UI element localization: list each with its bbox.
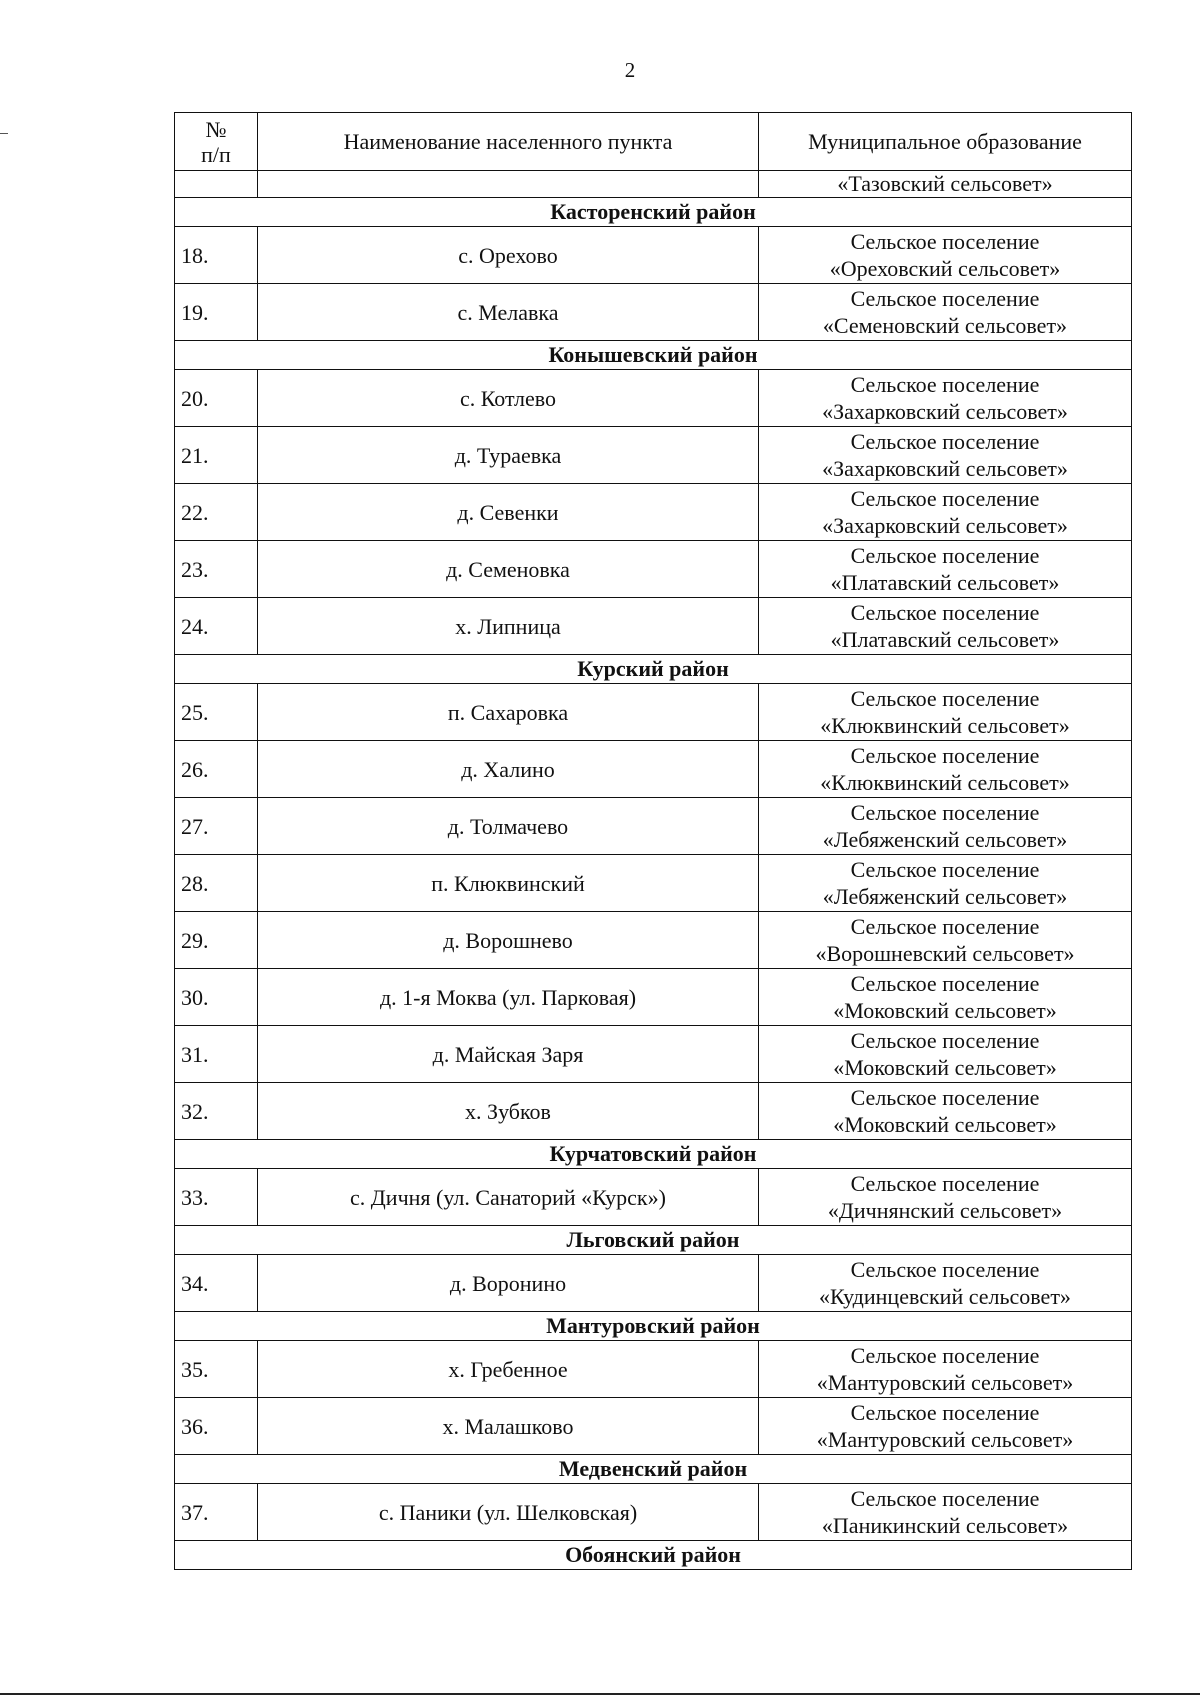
row-number: 32. (175, 1083, 258, 1140)
municipality-type: Сельское поселение (850, 229, 1040, 254)
municipality-type: Сельское поселение (850, 1343, 1040, 1368)
municipality-cell (759, 1026, 1132, 1083)
municipality-cell (759, 484, 1132, 541)
municipality-type: Сельское поселение (850, 914, 1040, 939)
municipality-cell (759, 1484, 1132, 1541)
municipality-name: «Ворошневский сельсовет» (815, 941, 1075, 966)
municipality-name: «Клюквинский сельсовет» (820, 770, 1070, 795)
municipality-name: «Паникинский сельсовет» (821, 1513, 1069, 1538)
municipality-cell (759, 227, 1132, 284)
municipality-name: «Мантуровский сельсовет» (816, 1370, 1074, 1395)
header-settlement-name: Наименование населенного пункта (258, 113, 759, 171)
municipality-cell (759, 541, 1132, 598)
table-row (175, 1484, 1132, 1541)
district-heading: Обоянский район (175, 1541, 1132, 1570)
row-number: 23. (175, 541, 258, 598)
municipality-name: «Семеновский сельсовет» (822, 313, 1068, 338)
page-bottom-line (0, 1693, 1200, 1695)
municipality-name: «Моковский сельсовет» (833, 1055, 1057, 1080)
settlement-name: п. Клюквинский (258, 855, 759, 912)
settlements-table (174, 112, 1132, 1570)
header-number (175, 113, 258, 171)
row-number: 26. (175, 741, 258, 798)
row-number: 19. (175, 284, 258, 341)
municipality-type: Сельское поселение (850, 372, 1040, 397)
district-heading: Медвенский район (175, 1455, 1132, 1484)
table-row (175, 284, 1132, 341)
district-heading: Касторенский район (175, 198, 1132, 227)
municipality-cell (759, 598, 1132, 655)
row-number: 33. (175, 1169, 258, 1226)
row-number: 34. (175, 1255, 258, 1312)
settlement-name: д. Майская Заря (258, 1026, 759, 1083)
municipality-cell (759, 284, 1132, 341)
municipality-cell (759, 969, 1132, 1026)
municipality-type: Сельское поселение (850, 1400, 1040, 1425)
table-row (175, 598, 1132, 655)
municipality-type: Сельское поселение (850, 543, 1040, 568)
district-heading: Курский район (175, 655, 1132, 684)
district-row (175, 1455, 1132, 1484)
district-row (175, 1541, 1132, 1570)
municipality-cell (759, 684, 1132, 741)
row-number: 18. (175, 227, 258, 284)
district-heading: Мантуровский район (175, 1312, 1132, 1341)
table-row (175, 541, 1132, 598)
row-number: 31. (175, 1026, 258, 1083)
table-row (175, 912, 1132, 969)
header-number-line2: п/п (201, 141, 231, 167)
municipality-type: Сельское поселение (850, 800, 1040, 825)
row-number: 21. (175, 427, 258, 484)
municipality-name: «Захарковский сельсовет» (822, 513, 1068, 538)
continuation-row (175, 171, 1132, 198)
row-number: 24. (175, 598, 258, 655)
row-number: 27. (175, 798, 258, 855)
municipality-name: «Кудинцевский сельсовет» (819, 1284, 1071, 1309)
table-row (175, 227, 1132, 284)
table-body (175, 171, 1132, 1570)
municipality-type: Сельское поселение (850, 1028, 1040, 1053)
municipality-cell (759, 798, 1132, 855)
table-row (175, 427, 1132, 484)
row-number: 37. (175, 1484, 258, 1541)
municipality-type: Сельское поселение (850, 286, 1040, 311)
settlement-name: с. Паники (ул. Шелковская) (258, 1484, 759, 1541)
district-row (175, 198, 1132, 227)
page-number: 2 (624, 58, 636, 82)
district-row (175, 655, 1132, 684)
municipality-name: «Моковский сельсовет» (833, 1112, 1057, 1137)
municipality-type: Сельское поселение (850, 600, 1040, 625)
municipality-name: «Моковский сельсовет» (833, 998, 1057, 1023)
municipality-type: Сельское поселение (850, 686, 1040, 711)
municipality-type: Сельское поселение (850, 429, 1040, 454)
municipality-cell (759, 1083, 1132, 1140)
margin-tick (0, 133, 8, 134)
district-row (175, 341, 1132, 370)
continuation-name-cell (258, 171, 759, 198)
municipality-cell (759, 1398, 1132, 1455)
settlement-name: д. Воронино (258, 1255, 759, 1312)
municipality-type: Сельское поселение (850, 1085, 1040, 1110)
table-row (175, 1255, 1132, 1312)
settlement-name: д. Халино (258, 741, 759, 798)
continuation-num-cell (175, 171, 258, 198)
table-header-row (175, 113, 1132, 171)
district-row (175, 1140, 1132, 1169)
municipality-name: «Клюквинский сельсовет» (820, 713, 1070, 738)
table-row (175, 484, 1132, 541)
municipality-type: Сельское поселение (850, 1171, 1040, 1196)
table-row (175, 1398, 1132, 1455)
settlement-name: д. Севенки (258, 484, 759, 541)
municipality-type: Сельское поселение (850, 857, 1040, 882)
header-municipality: Муниципальное образование (759, 113, 1132, 171)
municipality-name: «Захарковский сельсовет» (822, 399, 1068, 424)
municipality-cell (759, 1169, 1132, 1226)
settlement-name: с. Мелавка (258, 284, 759, 341)
municipality-type: Сельское поселение (850, 971, 1040, 996)
municipality-cell (759, 855, 1132, 912)
municipality-cell (759, 370, 1132, 427)
municipality-type: Сельское поселение (850, 1257, 1040, 1282)
continuation-municipality: «Тазовский сельсовет» (759, 171, 1132, 198)
table-row (175, 1026, 1132, 1083)
row-number: 20. (175, 370, 258, 427)
table-row (175, 855, 1132, 912)
row-number: 35. (175, 1341, 258, 1398)
municipality-cell (759, 741, 1132, 798)
settlement-name: п. Сахаровка (258, 684, 759, 741)
municipality-type: Сельское поселение (850, 1486, 1040, 1511)
municipality-name: «Лебяженский сельсовет» (822, 827, 1068, 852)
district-heading: Льговский район (175, 1226, 1132, 1255)
header-number-line1: № (205, 116, 227, 142)
row-number: 29. (175, 912, 258, 969)
table-row (175, 969, 1132, 1026)
municipality-cell (759, 1341, 1132, 1398)
municipality-name: «Захарковский сельсовет» (822, 456, 1068, 481)
settlement-name: д. Семеновка (258, 541, 759, 598)
table-row (175, 1083, 1132, 1140)
row-number: 36. (175, 1398, 258, 1455)
district-row (175, 1312, 1132, 1341)
settlement-name: х. Малашково (258, 1398, 759, 1455)
municipality-type: Сельское поселение (850, 486, 1040, 511)
municipality-name: «Лебяженский сельсовет» (822, 884, 1068, 909)
row-number: 30. (175, 969, 258, 1026)
municipality-name: «Платавский сельсовет» (830, 570, 1060, 595)
settlement-name: х. Липница (258, 598, 759, 655)
settlement-name: с. Дичня (ул. Санаторий «Курск») (258, 1169, 759, 1226)
table-row (175, 1341, 1132, 1398)
table-row (175, 684, 1132, 741)
table-row (175, 1169, 1132, 1226)
table-row (175, 370, 1132, 427)
municipality-type: Сельское поселение (850, 743, 1040, 768)
municipality-cell (759, 912, 1132, 969)
district-heading: Курчатовский район (175, 1140, 1132, 1169)
settlement-name: д. Толмачево (258, 798, 759, 855)
settlement-name: с. Орехово (258, 227, 759, 284)
municipality-name: «Платавский сельсовет» (830, 627, 1060, 652)
table-row (175, 798, 1132, 855)
settlement-name: х. Гребенное (258, 1341, 759, 1398)
settlement-name: х. Зубков (258, 1083, 759, 1140)
table-row (175, 741, 1132, 798)
municipality-name: «Мантуровский сельсовет» (816, 1427, 1074, 1452)
row-number: 25. (175, 684, 258, 741)
settlement-name: д. Тураевка (258, 427, 759, 484)
municipality-name: «Ореховский сельсовет» (829, 256, 1061, 281)
settlement-name: д. 1-я Моква (ул. Парковая) (258, 969, 759, 1026)
district-heading: Конышевский район (175, 341, 1132, 370)
municipality-name: «Дичнянский сельсовет» (827, 1198, 1063, 1223)
row-number: 28. (175, 855, 258, 912)
row-number: 22. (175, 484, 258, 541)
settlement-name: с. Котлево (258, 370, 759, 427)
settlement-name: д. Ворошнево (258, 912, 759, 969)
district-row (175, 1226, 1132, 1255)
municipality-cell (759, 1255, 1132, 1312)
municipality-cell (759, 427, 1132, 484)
